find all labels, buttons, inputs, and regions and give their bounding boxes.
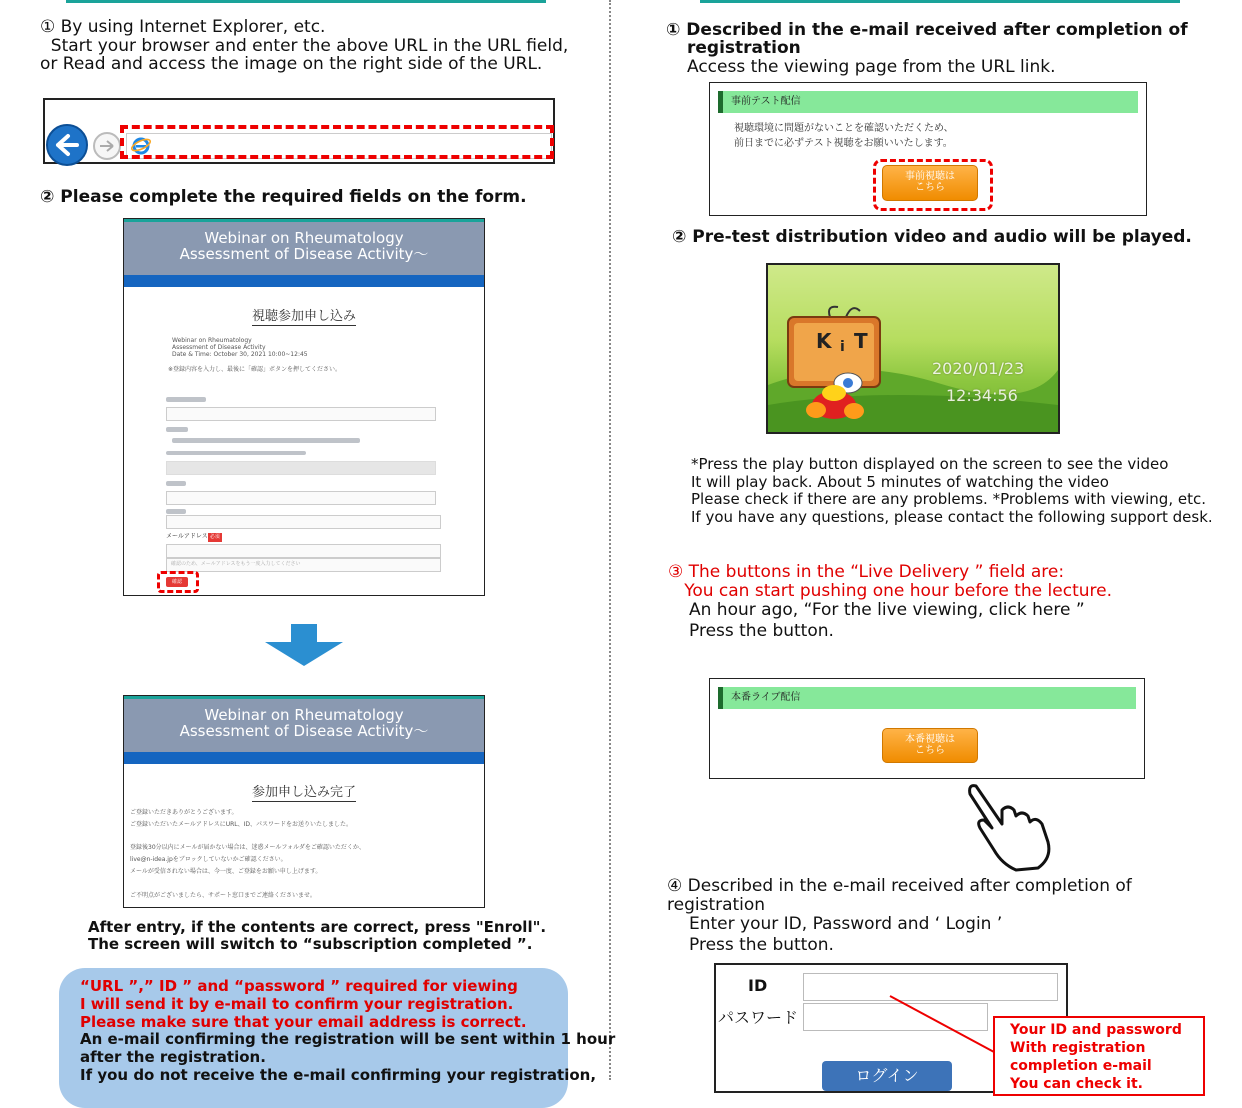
pretest-view-button[interactable]: 事前視聴は こちら [882, 165, 978, 201]
form2-line-2: ご登録いただいたメールアドレスにURL、ID、パスワードをお送りいたしました。 [130, 821, 352, 828]
form2-line-1: ご登録いただきありがとうございます。 [130, 809, 238, 816]
form2-header-line1: Webinar on Rheumatology [204, 706, 404, 724]
step3-black-1: An hour ago, “For the live viewing, click here ” [689, 600, 1085, 620]
login-button[interactable]: ログイン [822, 1061, 952, 1091]
callout-red-2: I will send it by e-mail to confirm your registration. [80, 995, 514, 1013]
form1-field-3[interactable] [166, 491, 436, 505]
step3-black-2: Press the button. [689, 621, 834, 641]
form2-line-6: ご不明点がございましたら、サポート窓口までご連絡くださいませ。 [130, 892, 316, 899]
top-accent-bar-right [700, 0, 1180, 3]
right-step1-line1: ① Described in the e-mail received after completion of [666, 20, 1188, 40]
forward-arrow-icon [95, 134, 119, 158]
pretest-video-frame [766, 263, 1060, 434]
form2-line-3: 登録後30分以内にメールが届かない場合は、迷惑メールフォルダをご確認いただくか、 [130, 844, 365, 851]
right-step2-heading: ② Pre-test distribution video and audio will be played. [672, 227, 1192, 247]
callout-black-3: If you do not receive the e-mail confirming your registration, [80, 1066, 597, 1084]
form1-email-confirm-field[interactable]: 確認のため、メールアドレスをもう一度入力してください [166, 558, 441, 572]
right-step1-sub: Access the viewing page from the URL link. [687, 57, 1056, 77]
pretest-highlight-box [873, 159, 993, 211]
pretest-bar: 事前テスト配信 [718, 91, 1138, 113]
registration-form-screenshot [123, 218, 485, 596]
form2-line-5: メールが受信されない場合は、今一度、ご登録をお願い申し上げます。 [130, 868, 322, 875]
right-step1-line2: registration [687, 38, 801, 58]
step4-sub-2: Press the button. [689, 935, 834, 955]
mascot-illustration [768, 265, 1058, 432]
form1-instruction: ※登録内容を入力し、最後に「確認」ボタンを押してください。 [168, 366, 342, 373]
back-arrow-icon [48, 126, 86, 164]
after-entry-line2: The screen will switch to “subscription completed ”. [88, 935, 533, 953]
left-step1-line1: ① By using Internet Explorer, etc. [40, 17, 326, 37]
form1-header-line1: Webinar on Rheumatology [204, 229, 404, 247]
video-note-1: *Press the play button displayed on the screen to see the video [691, 455, 1169, 473]
form1-field-4[interactable] [166, 515, 441, 529]
step4-line1: ④ Described in the e-mail received after completion of [667, 876, 1132, 896]
left-step2-heading: ② Please complete the required fields on the form. [40, 187, 527, 207]
step4-line2: registration [667, 895, 766, 915]
form1-title: 視聴参加申し込み [251, 309, 356, 324]
callout-black-2: after the registration. [80, 1048, 266, 1066]
pretest-panel [709, 82, 1147, 216]
registration-complete-screenshot [123, 695, 485, 908]
video-notes [691, 456, 1213, 526]
left-step1-line3: or Read and access the image on the right side of the URL. [40, 54, 543, 74]
callout-red-1: “URL ”,” ID ” and “password ” required for viewing [80, 977, 518, 995]
form1-header-line2: Assessment of Disease Activity～ [179, 245, 429, 263]
login-id-label: ID [748, 976, 768, 995]
form2-header [124, 696, 484, 752]
form1-confirm-button[interactable]: 確認 [166, 577, 188, 587]
forward-button[interactable] [93, 132, 121, 160]
form2-title: 参加申し込み完了 [251, 785, 356, 800]
callout-red-3: Please make sure that your email address is correct. [80, 1013, 527, 1031]
form2-header-line2: Assessment of Disease Activity～ [179, 722, 429, 740]
mascot-letter-i: i [840, 339, 845, 355]
form1-name-field[interactable] [166, 461, 436, 475]
video-note-2: It will play back. About 5 minutes of watching the video [691, 472, 1109, 491]
video-note-3: Please check if there are any problems. *Problems with viewing, etc. [691, 490, 1206, 508]
confirm-highlight-box [157, 571, 199, 593]
step3-red-1: ③ The buttons in the “Live Delivery ” field are: [668, 562, 1065, 582]
video-time: 12:34:56 [946, 386, 1018, 405]
video-note-4: If you have any questions, please contact the following support desk. [691, 507, 1213, 526]
form1-select-field[interactable] [166, 407, 436, 421]
mascot-letter-t: T [854, 329, 868, 353]
step3-red-2: You can start pushing one hour before the lecture. [668, 581, 1112, 601]
down-arrow-icon [265, 624, 343, 666]
form1-info-1: Webinar on Rheumatology [172, 337, 252, 344]
back-button[interactable] [46, 124, 88, 166]
form1-header [124, 219, 484, 275]
column-divider [609, 0, 611, 1080]
top-accent-bar-left [66, 0, 546, 3]
live-panel [709, 678, 1145, 779]
form2-line-4: live@n-idea.jpをブロックしていないかご確認ください。 [130, 856, 287, 863]
live-bar: 本番ライブ配信 [718, 687, 1136, 709]
url-highlight-box [120, 125, 554, 159]
form1-email-field[interactable] [166, 544, 441, 558]
form1-email-label: メールアドレス 必須 [166, 533, 220, 540]
form1-info-2: Assessment of Disease Activity [172, 344, 266, 351]
live-view-button[interactable]: 本番視聴は こちら [882, 728, 978, 763]
callout-pointer-line [886, 994, 996, 1054]
login-password-label: パスワード [718, 1008, 799, 1027]
video-date: 2020/01/23 [932, 359, 1025, 378]
form1-info-3: Date & Time: October 30, 2021 10:00~12:45 [172, 351, 308, 358]
mascot-letter-k: K [816, 329, 832, 353]
left-step1-line2: Start your browser and enter the above URL in the URL field, [40, 36, 569, 56]
pointing-hand-icon [968, 780, 1058, 872]
id-password-tooltip: Your ID and password With registration completion e-mail You can check it. [993, 1016, 1205, 1096]
after-entry-line1: After entry, if the contents are correct, press "Enroll". [88, 918, 547, 936]
callout-black-1: An e-mail confirming the registration will be sent within 1 hour [80, 1030, 616, 1048]
step4-sub-1: Enter your ID, Password and ‘ Login ’ [689, 914, 1003, 934]
pretest-text: 視聴環境に問題がないことを確認いただくため、 前日までに必ずテスト視聴をお願いいたします。 [734, 123, 954, 149]
